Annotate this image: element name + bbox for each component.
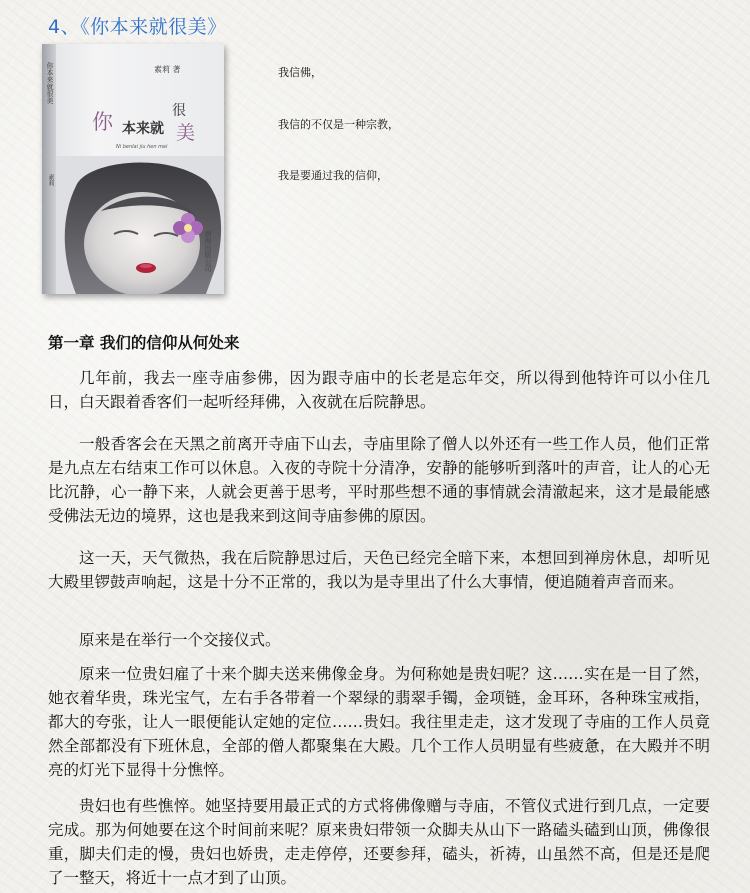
paragraph-1: 几年前，我去一座寺庙参佛，因为跟寺庙中的长老是忘年交，所以得到他特许可以小住几日，白天跟着香客们一起听经拜佛，入夜就在后院静思。 xyxy=(48,369,710,411)
book-title-part1: 你 xyxy=(92,110,113,134)
book-author: 素莉 著 xyxy=(154,65,181,74)
book-title-part3: 很 xyxy=(172,103,186,119)
paragraph-5: 原来一位贵妇雇了十来个脚夫送来佛像金身。为何称她是贵妇呢？这……实在是一目了然，她衣着华贵，珠光宝气，左右手各带着一个翠绿的翡翠手镯，金项链，金耳环，各种珠宝戒指，都大的夸张，让人一眼便能认定她的定位……贵妇。我往里走走，这才发现了寺庙的工作人员竟然全部都没有下班休息，全部的僧人都聚集在大殿。几个工作人员明显有些疲惫，在大殿并不明亮的灯光下显得十分憔悴。 xyxy=(48,665,710,779)
paragraph-3: 这一天，天气微热，我在后院静思过后，天色已经完全暗下来，本想回到禅房休息，却听见大殿里锣鼓声响起，这是十分不正常的，我以为是寺里出了什么大事情，便追随着声音而来。 xyxy=(48,549,710,591)
book-cover-girl-illustration-icon xyxy=(56,156,224,294)
book-spine-author: 素莉 xyxy=(47,174,54,186)
poem-line-2: 我信的不仅是一种宗教， xyxy=(278,118,399,131)
book-spine xyxy=(42,44,56,294)
book-spine-title: 你本来就很美 xyxy=(46,62,54,104)
poem-line-3: 我是要通过我的信仰， xyxy=(278,169,388,182)
section-heading: 4、《你本来就很美》 xyxy=(48,16,227,38)
book-publisher: 南海出版公司 xyxy=(204,230,212,272)
paragraph-6: 贵妇也有些憔悴。她坚持要用最正式的方式将佛像赠与寺庙，不管仪式进行到几点，一定要完成。那为何她要在这个时间前来呢？原来贵妇带领一众脚夫从山下一路磕头磕到山顶，佛像很重，脚夫们走的慢，贵妇也娇贵，走走停停，还要参拜，磕头，祈祷，山虽然不高，但是还是爬了一整天，将近十一点才到了山顶。 xyxy=(48,797,710,887)
chapter-heading: 第一章 我们的信仰从何处来 xyxy=(48,334,240,352)
book-subtitle: Ni benlai jiu hen mei xyxy=(116,144,168,150)
book-title-part4: 美 xyxy=(176,122,196,144)
book-title-part2: 本来就 xyxy=(122,121,164,137)
paragraph-4: 原来是在举行一个交接仪式。 xyxy=(79,631,281,649)
book-cover xyxy=(42,44,224,294)
paragraph-2: 一般香客会在天黑之前离开寺庙下山去，寺庙里除了僧人以外还有一些工作人员，他们正常是九点左右结束工作可以休息。入夜的寺院十分清净，安静的能够听到落叶的声音，让人的心无比沉静，心一静下来，人就会更善于思考，平时那些想不通的事情就会清澈起来，这才是最能感受佛法无边的境界，这也是我来到这间寺庙参佛的原因。 xyxy=(48,435,710,525)
poem-line-1: 我信佛， xyxy=(278,66,322,79)
